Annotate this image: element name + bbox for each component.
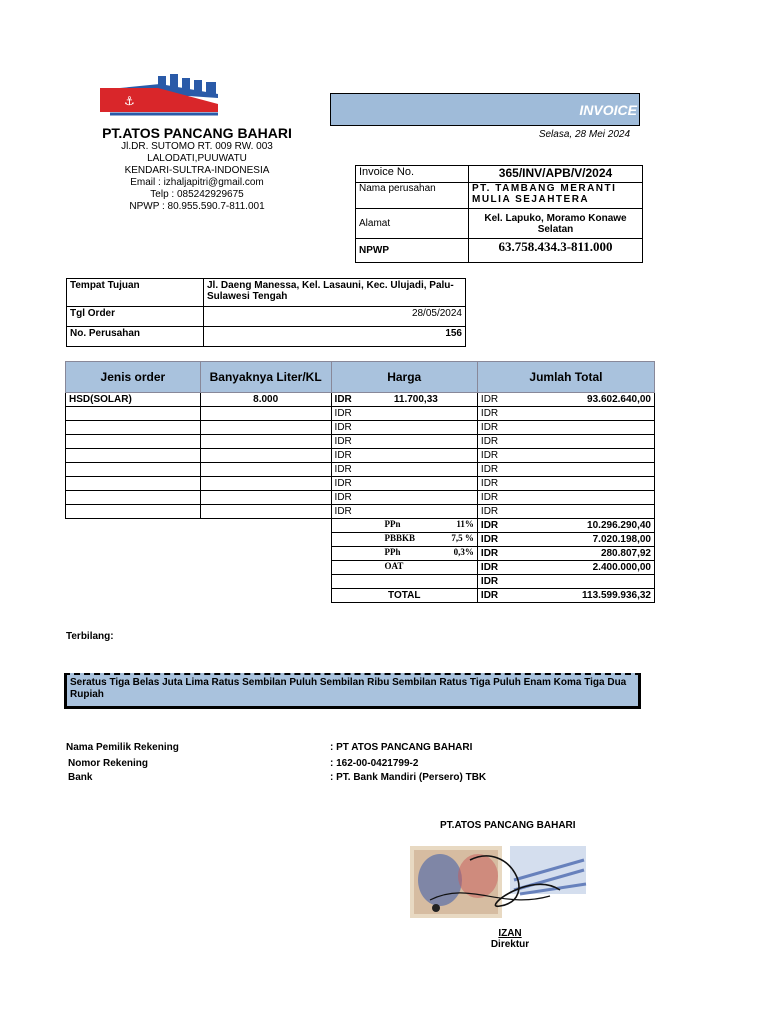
account-owner-label: Nama Pemilik Rekening (66, 742, 179, 753)
table-row (66, 407, 655, 421)
terbilang-text: Seratus Tiga Belas Juta Lima Ratus Sembilan Puluh Sembilan Ribu Sembilan Ratus Tiga Puluh Enam Koma Tiga Dua Rupiah (64, 673, 641, 709)
address-label: Alamat (356, 209, 469, 239)
total-currency: IDR (477, 505, 501, 519)
total-currency: IDR (477, 477, 501, 491)
price-currency: IDR (331, 421, 355, 435)
table-row (66, 491, 655, 505)
company-phone: Telp : 085242929675 (150, 189, 244, 200)
price-currency: IDR (331, 407, 355, 421)
grand-total: 113.599.936,32 (501, 589, 654, 603)
tax-amount: 2.400.000,00 (501, 561, 654, 575)
items-table (65, 361, 655, 603)
tax-label: PBBKB (384, 533, 416, 543)
bank-label: Bank (68, 772, 93, 783)
stamp-signature-image (410, 840, 588, 920)
account-owner: : PT ATOS PANCANG BAHARI (330, 742, 473, 753)
destination-value: Jl. Daeng Manessa, Kel. Lasauni, Kec. Ulujadi, Palu-Sulawesi Tengah (204, 279, 466, 307)
price-currency: IDR (331, 449, 355, 463)
signature-block (440, 928, 580, 950)
company-npwp: NPWP : 80.955.590.7-811.001 (129, 201, 265, 212)
order-date-label: Tgl Order (67, 307, 204, 327)
header-qty: Banyaknya Liter/KL (200, 362, 331, 393)
signature-company: PT.ATOS PANCANG BAHARI (440, 820, 576, 831)
signer-title: Direktur (490, 939, 530, 950)
tax-amount: 280.807,92 (501, 547, 654, 561)
header-price: Harga (331, 362, 477, 393)
tax-currency: IDR (477, 519, 501, 533)
total-currency: IDR (477, 463, 501, 477)
price-currency: IDR (331, 435, 355, 449)
client-company: PT. TAMBANG MERANTI MULIA SEJAHTERA (469, 183, 643, 209)
company-no-label: No. Perusahan (67, 327, 204, 347)
item-name: HSD(SOLAR) (66, 393, 201, 407)
tax-currency: IDR (477, 533, 501, 547)
tax-amount: 10.296.290,40 (501, 519, 654, 533)
total-currency: IDR (477, 407, 501, 421)
total-label: TOTAL (331, 589, 477, 603)
item-price: 11.700,33 (355, 393, 478, 407)
table-row (66, 463, 655, 477)
total-currency: IDR (477, 393, 501, 407)
table-row (66, 449, 655, 463)
total-currency: IDR (477, 491, 501, 505)
tax-rate: 0,3% (453, 547, 474, 557)
tax-rate: 7,5 % (451, 533, 474, 543)
destination-label: Tempat Tujuan (67, 279, 204, 307)
price-currency: IDR (331, 491, 355, 505)
tax-amount: 7.020.198,00 (501, 533, 654, 547)
company-logo (100, 74, 220, 118)
table-row (66, 421, 655, 435)
terbilang-label: Terbilang: (66, 631, 114, 642)
total-row (66, 589, 655, 603)
company-label: Nama perusahan (356, 183, 469, 209)
total-currency: IDR (477, 435, 501, 449)
account-number-label: Nomor Rekening (68, 758, 149, 769)
company-address-1: Jl.DR. SUTOMO RT. 009 RW. 003 (121, 141, 273, 152)
signer-name: IZAN (498, 928, 522, 939)
tax-row (66, 519, 655, 533)
price-currency: IDR (331, 393, 355, 407)
tax-label: OAT (384, 561, 404, 571)
tax-row (66, 561, 655, 575)
order-date: 28/05/2024 (204, 307, 466, 327)
table-row (66, 435, 655, 449)
invoice-no-label: Invoice No. (356, 166, 469, 183)
client-address: Kel. Lapuko, Moramo Konawe Selatan (469, 209, 643, 239)
company-email: Email : izhaljapitri@gmail.com (130, 177, 264, 188)
tax-currency: IDR (477, 547, 501, 561)
tax-currency: IDR (477, 561, 501, 575)
invoice-title: INVOICE (330, 93, 640, 126)
tax-row (66, 533, 655, 547)
tax-rate: 11% (456, 519, 474, 529)
table-row (66, 393, 655, 407)
price-currency: IDR (331, 477, 355, 491)
company-address-3: KENDARI-SULTRA-INDONESIA (124, 165, 270, 176)
tax-currency: IDR (477, 575, 501, 589)
company-no: 156 (204, 327, 466, 347)
company-name: PT.ATOS PANCANG BAHARI (102, 125, 292, 141)
total-currency: IDR (477, 449, 501, 463)
destination-table (66, 278, 466, 347)
account-number: : 162-00-0421799-2 (330, 758, 419, 769)
table-row (66, 477, 655, 491)
invoice-no: 365/INV/APB/V/2024 (469, 166, 643, 183)
company-block (62, 125, 332, 213)
company-address-2: LALODATI,PUUWATU (147, 153, 247, 164)
invoice-info-table (355, 165, 643, 263)
total-currency: IDR (477, 421, 501, 435)
tax-label: PPh (384, 547, 401, 557)
bank-name: : PT. Bank Mandiri (Persero) TBK (330, 772, 487, 783)
tax-label: PPn (384, 519, 401, 529)
invoice-date: Selasa, 28 Mei 2024 (538, 129, 630, 140)
grand-total-currency: IDR (477, 589, 501, 603)
client-npwp: 63.758.434.3-811.000 (469, 239, 643, 263)
table-row (66, 505, 655, 519)
price-currency: IDR (331, 505, 355, 519)
tax-amount (501, 575, 654, 589)
npwp-label: NPWP (356, 239, 469, 263)
tax-row (66, 547, 655, 561)
header-jenis: Jenis order (66, 362, 201, 393)
price-currency: IDR (331, 463, 355, 477)
tax-row (66, 575, 655, 589)
svg-text:⚓: ⚓ (124, 94, 135, 108)
header-total: Jumlah Total (477, 362, 654, 393)
item-total: 93.602.640,00 (501, 393, 654, 407)
item-qty: 8.000 (200, 393, 331, 407)
